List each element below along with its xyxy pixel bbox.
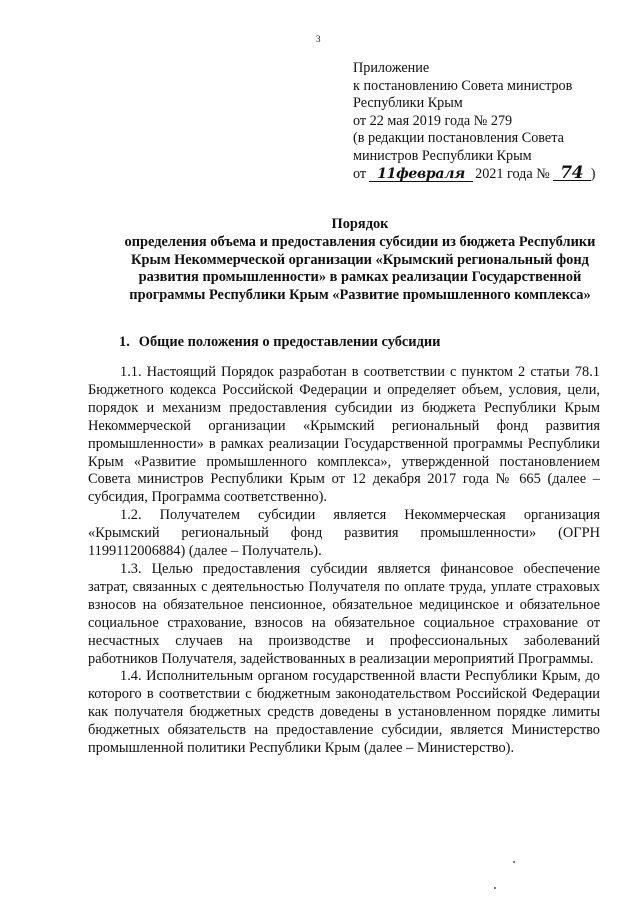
appendix-line-6: министров Республики Крым bbox=[353, 147, 532, 164]
body-text bbox=[88, 364, 600, 758]
paragraph-1-1: 1.1. Настоящий Порядок разработан в соответствии с пунктом 2 статьи 78.1 Бюджетного кодекса Российской Федерации и определяет объем, условия, цели, порядок и механизм предоставления субсидии из бюджета Республики Крым Некоммерческой организации «Крымский региональный фонд развития промышленности» в рамках реализации Государственной программы Республики Крым «Развитие промышленного комплекса», утвержденной постановлением Совета министров Республики Крым от 12 декабря 2017 года № 665 (далее – субсидия, Программа соответственно). bbox=[88, 364, 600, 506]
section-heading bbox=[119, 334, 440, 351]
appendix-line-3: Республики Крым bbox=[353, 95, 463, 112]
document-title bbox=[60, 216, 640, 305]
appendix-line-7-suffix: ) bbox=[590, 165, 596, 182]
title-line-3: Крым Некоммерческой организации «Крымский региональный фонд bbox=[131, 251, 589, 268]
title-line-5: программы Республики Крым «Развитие промышленного комплекса» bbox=[129, 287, 591, 304]
handwritten-date: 11февраля bbox=[369, 167, 473, 182]
section-title: Общие положения о предоставлении субсидии bbox=[138, 334, 441, 350]
appendix-line-7-middle: 2021 года № bbox=[475, 165, 550, 182]
handwritten-number: 74 bbox=[553, 166, 591, 181]
title-line-2: определения объема и предоставления субсидии из бюджета Республики bbox=[124, 233, 596, 250]
scan-speck bbox=[494, 887, 496, 889]
paragraph-1-2: 1.2. Получателем субсидии является Некоммерческая организация «Крымский региональный фонд развития промышленности» (ОГРН 1199112006884) (далее – Получатель). bbox=[88, 507, 600, 560]
appendix-block bbox=[353, 60, 633, 183]
appendix-line-7-prefix: от bbox=[353, 165, 367, 182]
paragraph-1-3: 1.3. Целью предоставления субсидии является финансовое обеспечение затрат, связанных с деятельностью Получателя по оплате труда, уплате страховых взносов на обязательное пенсионное, обязательное медицинское и обязательное социальное страхование, взносов на обязательное социальное страхование от несчастных случаев на производстве и профессиональных заболеваний работников Получателя, задействованных в реализации мероприятий Программы. bbox=[88, 560, 600, 667]
title-line-1: Порядок bbox=[331, 216, 389, 232]
appendix-line-4: от 22 мая 2019 года № 279 bbox=[353, 112, 513, 129]
appendix-line-7 bbox=[353, 162, 633, 184]
appendix-line-1: Приложение bbox=[353, 60, 430, 76]
section-number: 1. bbox=[119, 334, 130, 350]
page-number: 3 bbox=[316, 34, 321, 44]
appendix-line-5: (в редакции постановления Совета bbox=[353, 130, 564, 147]
title-line-4: развития промышленности» в рамках реализации Государственной bbox=[138, 269, 582, 286]
paragraph-1-4: 1.4. Исполнительным органом государственной власти Республики Крым, до которого в соответствии с бюджетным законодательством Российской Федерации как получателя бюджетных средств доведены в установленном порядке лимиты бюджетных обязательств на предоставление субсидии, является Министерство промышленной политики Республики Крым (далее – Министерство). bbox=[88, 668, 600, 757]
scan-speck bbox=[513, 861, 515, 863]
appendix-line-2: к постановлению Совета министров bbox=[353, 77, 573, 94]
